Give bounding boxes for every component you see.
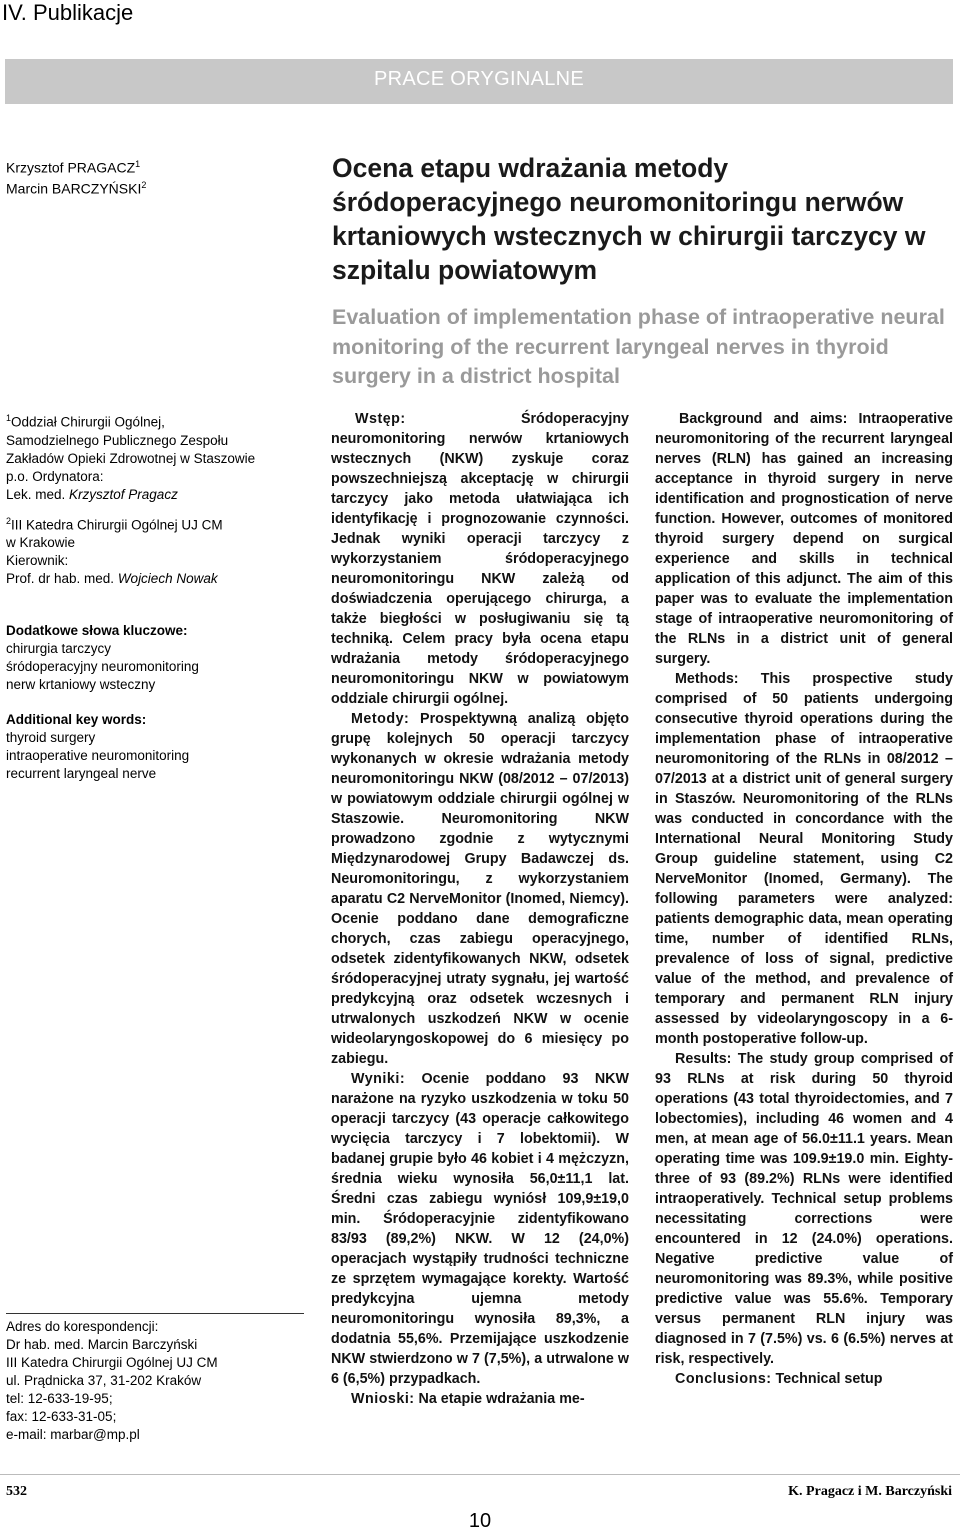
keywords-polish: Dodatkowe słowa kluczowe: chirurgia tarczycy śródoperacyjny neuromonitoring nerw krtaniowy wsteczny — [6, 622, 296, 694]
author-1: Krzysztof PRAGACZ$^1$ — [6, 159, 141, 176]
keyword-item: thyroid surgery — [6, 730, 96, 745]
affiliations: $^1$Oddział Chirurgii Ogólnej, Samodzielnego Publicznego Zespołu Zakładów Opieki Zdrowotnej w Staszowie p.o. Ordynatora: Lek. med. Krzysztof Pragacz $^2$III Katedra Chirurgii Ogólnej UJ CM w Krakowie Kierownik: Prof. dr hab. med. Wojciech Nowak — [6, 413, 256, 586]
abstract-polish: Wstęp: Śródoperacyjny neuromonitoring nerwów krtaniowych wstecznych (NKW) zyskuje coraz powszechniejszą akceptację w chirurgii tarczycy jako metoda ułatwiająca ich identyfikację i prognozowanie czynności. Jednak wyniki operacji tarczycy z wykorzystaniem śródoperacyjnego neuromonitoringu NKW zależą od doświadczenia operującego chirurga, a także biegłości w posługiwaniu się tą techniką. Celem pracy była ocena etapu wdrażania metody śródoperacyjnego neuromonitoringu NKW w powiatowym oddziale chirurgii ogólnej. Metody: Prospektywną analizą objęto grupę kolejnych 50 operacji tarczycy wykonanych w okresie wdrażania metody neuromonitoringu NKW (08/2012 – 07/2013) w powiatowym oddziale chirurgii ogólnej w Staszowie. Neuromonitoring NKW prowadzono zgodnie z wytycznymi Międzynarodowej Grupy Badawczej ds. Neuromonitoringu, z wykorzystaniem aparatu C2 NerveMonitor (Inomed, Niemcy). Ocenie poddano dane demograficzne chorych, czas zabiegu operacyjnego, odsetek zidentyfikowanych NKW, odsetek śródoperacyjnej utraty sygnału, jej wartość predykcyjną oraz odsetek wczesnych i utrwalonych uszkodzeń NKW w ocenie wideolaryngoskopowej do 6 miesięcy po zabiegu. Wyniki: Ocenie poddano 93 NKW narażone na ryzyko uszkodzenia w toku 50 operacji tarczycy (43 operacje całkowitego wycięcia tarczycy i 7 lobektomii). W badanej grupie było 46 kobiet i 4 mężczyzn, średnia wieku wynosiła 56,0±11,1 lat. Średni czas zabiegu wyniósł 109,9±19,0 min. Śródoperacyjnie zidentyfikowano 83/93 (89,2%) NKW. W 12 (24,0%) operacjach wystąpiły trudności techniczne ze sprzętem wymagające korekty. Wartość predykcyjna ujemna metody neuromonitoringu wynosiła 89,3%, a dodatnia 55,6%. Przemijające uszkodzenie NKW stwierdzono w 7 (7,5%), a utrwalone w 6 (6,5%) przypadkach. Wnioski: Na etapie wdrażania me- — [331, 411, 629, 1407]
journal-page-number: 532 — [6, 1484, 27, 1499]
keyword-item: intraoperative neuromonitoring — [6, 748, 190, 763]
abstract-english: Background and aims: Intraoperative neuromonitoring of the recurrent laryngeal nerves (RLN) has gained an increasing acceptance in thyroid surgery in nerve identification and prognostication of nerve function. However, outcomes of monitored thyroid surgery depend on surgical experience and skills in technical application of this adjunct. The aim of this paper was to evaluate the implementation stage of intraoperative neuromonitoring of the RLNs in a district unit of general surgery. Methods: This prospective study comprised of 50 patients undergoing consecutive thyroid operations during the implementation phase of intraoperative neuromonitoring of the RLNs in 08/2012 – 07/2013 at a district unit of general surgery in Staszów. Neuromonitoring of the RLNs was conducted in concordance with the International Neural Monitoring Study Group guideline statement, using C2 NerveMonitor (Inomed, Germany). The following parameters were analyzed: patients demographic data, mean operating time, number of identified RLNs, prevalence of loss of signal, predictive value of the method, and prevalence of temporary and permanent RLN injury assessed by videolaryngoscopy in a 6-month postoperative follow-up. Results: The study group comprised of 93 RLNs at risk during 50 thyroid operations (43 total thyroidectomies, and 7 lobectomies), including 46 women and 4 men, at mean age of 56.0±11.1 years. Mean operating time was 109.9±19.0 min. Eighty-three of 93 (89.2%) RLNs were identified intraoperatively. Technical setup problems necessitating corrections were encountered in 12 (24.0%) operations. Negative predictive value of neuromonitoring was 89.3%, while positive predictive value was 55.6%. Temporary versus permanent RLN injury was diagnosed in 7 (7.5%) vs. 6 (6.5%) nerves at risk, respectively. Conclusions: Technical setup — [655, 411, 953, 1387]
keyword-item: recurrent laryngeal nerve — [6, 766, 157, 781]
document-page-number: 10 — [468, 1510, 492, 1532]
article-type-banner — [5, 59, 953, 104]
author-2: Marcin BARCZYŃSKI$^2$ — [6, 179, 147, 197]
footer-divider — [0, 1474, 960, 1475]
running-head: K. Pragacz i M. Barczyński — [788, 1484, 952, 1499]
correspondence-divider — [6, 1313, 304, 1314]
title-polish: Ocena etapu wdrażania metody śródoperacyjnego neuromonitoringu nerwów krtaniowych wstecznych w chirurgii tarczycy w szpitalu powiatowym — [332, 153, 926, 285]
keyword-item: nerw krtaniowy wsteczny — [6, 677, 156, 692]
keyword-item: śródoperacyjny neuromonitoring — [6, 659, 199, 674]
banner-label: PRACE ORYGINALNE — [373, 68, 585, 90]
title-english: Evaluation of implementation phase of intraoperative neural monitoring of the recurrent laryngeal nerves in thyroid surgery in a district hospital — [332, 305, 945, 388]
keyword-item: chirurgia tarczycy — [6, 641, 112, 656]
email-link[interactable]: e-mail: marbar@mp.pl — [6, 1427, 140, 1442]
correspondence-address: Adres do korespondencji: Dr hab. med. Marcin Barczyński III Katedra Chirurgii Ogólnej UJ CM ul. Prądnicka 37, 31-202 Kraków tel: 12-633-19-95; fax: 12-633-31-05; e-mail: marbar@mp.pl — [6, 1318, 296, 1444]
author-list — [6, 156, 146, 197]
section-heading: IV. Publikacje — [2, 0, 134, 25]
keywords-english: Additional key words: thyroid surgery intraoperative neuromonitoring recurrent laryngeal nerve — [6, 711, 296, 783]
